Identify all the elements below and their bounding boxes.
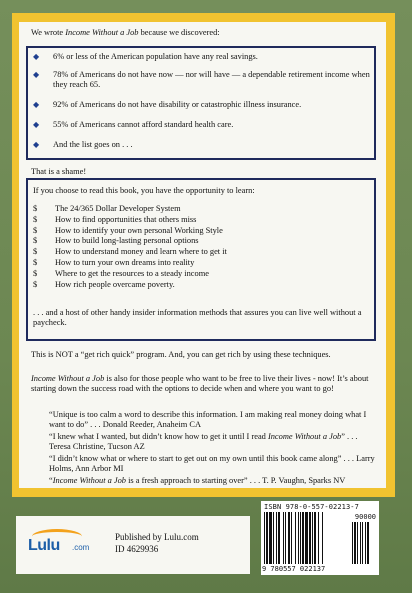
barcode-bar: [298, 512, 299, 564]
addon-bar: [362, 522, 363, 564]
barcode-bar: [283, 512, 284, 564]
dollar-bullet: $: [33, 247, 38, 257]
testimonial: “I didn’t know what or where to start to get out on my own until this book came along” . . . Larry Holms, Ann Arbor MI: [49, 454, 375, 473]
barcode-bar: [273, 512, 274, 564]
addon-code: 90000: [354, 513, 376, 521]
testimonial: “Income Without a Job is a fresh approach to starting over” . . . T. P. Vaughn, Sparks NV: [49, 476, 346, 485]
barcode-bar: [302, 512, 304, 564]
publisher-info: [115, 532, 199, 555]
dollar-bullet: $: [33, 204, 38, 213]
addon-bar: [354, 522, 356, 564]
testimonial: “Unique is too calm a word to describe this information. I am making real money doing what I want to do” . . . Donald Reeder, Anaheim CA: [49, 410, 367, 429]
book-title: Income Without a Job: [65, 28, 139, 37]
barcode-bar: [278, 512, 280, 564]
barcode-bar: [269, 512, 272, 564]
barcode-bar: [264, 512, 265, 564]
barcode: [261, 501, 379, 575]
diamond-bullet-icon: ◆: [33, 140, 40, 149]
barcode-bar: [288, 512, 290, 564]
barcode-bar: [295, 512, 296, 564]
publisher-line: Published by Lulu.com: [115, 532, 199, 542]
barcode-bar: [266, 512, 268, 564]
dollar-bullet: $: [33, 257, 38, 267]
barcode-bars: [264, 512, 376, 564]
dollar-bullet: $: [33, 214, 38, 224]
learn-lead: If you choose to read this book, you have the opportunity to learn:: [33, 186, 255, 195]
fact-item: ◆ 92% of Americans do not have disability or catastrophic illness insurance.: [33, 100, 302, 109]
fact-item: ◆ And the list goes on . . .: [33, 140, 133, 149]
list-item: $ How to understand money and learn where to get it: [33, 247, 227, 257]
barcode-bar: [291, 512, 292, 564]
addon-bar: [367, 522, 369, 564]
fact-item: ◆ 6% or less of the American population have any real savings.: [33, 52, 258, 61]
learn-more: . . . and a host of other handy insider information methods that assures you can live well without a paycheck.: [33, 308, 362, 327]
shame-line: That is a shame!: [31, 167, 87, 176]
testimonial: “I knew what I wanted, but didn’t know how to get it until I read Income Without a Job” . . . Teresa Christine, Tucson AZ: [49, 432, 358, 451]
barcode-bar: [300, 512, 301, 564]
dollar-bullet: $: [33, 268, 38, 278]
book-title: Income Without a Job: [267, 432, 342, 441]
barcode-bar: [309, 512, 311, 564]
learn-list: [33, 204, 227, 290]
list-item: $ How to find opportunities that others miss: [33, 214, 197, 224]
book-title: Income Without a Job: [31, 374, 105, 383]
barcode-bar: [318, 512, 319, 564]
diamond-bullet-icon: ◆: [33, 52, 40, 61]
fact-item: ◆ 55% of Americans cannot afford standard health care.: [33, 120, 234, 129]
diamond-bullet-icon: ◆: [33, 100, 40, 109]
lulu-logo: Lulu .com: [28, 529, 100, 561]
dollar-bullet: $: [33, 236, 38, 246]
addon-bar: [352, 522, 353, 564]
barcode-bar: [276, 512, 277, 564]
addon-bar: [365, 522, 366, 564]
list-item: $ How to turn your own dreams into reality: [33, 257, 195, 267]
list-item: $ The 24/365 Dollar Developer System: [33, 204, 181, 213]
publisher-id: ID 4629936: [115, 543, 159, 554]
barcode-bar: [285, 512, 286, 564]
barcode-bar: [305, 512, 308, 564]
book-title: Income Without a Job: [52, 476, 126, 485]
list-item: $ How rich people overcame poverty.: [33, 279, 175, 289]
dollar-bullet: $: [33, 279, 38, 289]
publisher-panel: [16, 516, 250, 574]
barcode-bar: [314, 512, 316, 564]
list-item: $ How to build long-lasting personal options: [33, 236, 199, 246]
barcode-bar: [312, 512, 313, 564]
also-paragraph: Income Without a Job is also for those people who want to be free to live their lives - now! It’s about starting down the success road with the options to decide when and where you want to go!: [31, 374, 369, 393]
facts-box: [26, 46, 376, 160]
diamond-bullet-icon: ◆: [33, 120, 40, 129]
list-item: $ How to identify your own personal Working Style: [33, 225, 223, 235]
list-item: $ Where to get the resources to a steady income: [33, 268, 209, 278]
text-panel: [19, 22, 386, 488]
barcode-bar: [322, 512, 323, 564]
fact-item: ◆ 78% of Americans do not have now — nor will have — a dependable retirement income when they reach 65.: [33, 70, 370, 89]
isbn-label: ISBN 978-0-557-02213-7: [264, 503, 359, 511]
dollar-bullet: $: [33, 225, 38, 235]
diamond-bullet-icon: ◆: [33, 70, 40, 79]
learn-box: [26, 178, 376, 341]
addon-bar: [357, 522, 358, 564]
barcode-digits: 9 780557 022137: [262, 565, 326, 573]
not-get-rich-paragraph: This is NOT a “get rich quick” program. And, you can get rich by using these techniques.: [31, 350, 331, 359]
addon-bar: [360, 522, 361, 564]
intro-line: We wrote Income Without a Job because we discovered:: [31, 28, 220, 37]
